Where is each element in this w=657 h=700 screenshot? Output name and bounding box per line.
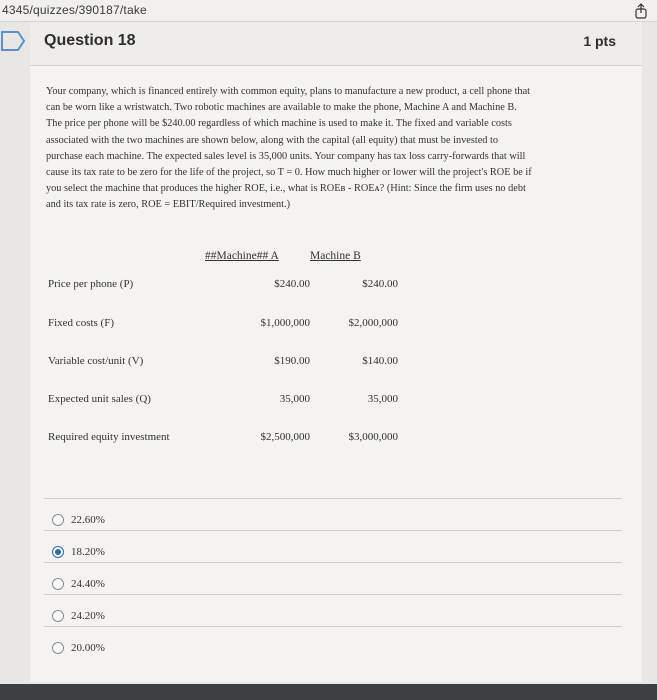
share-icon[interactable] — [633, 3, 649, 19]
cell-fixed-a: $1,000,000 — [260, 317, 310, 329]
question-card — [30, 22, 642, 682]
question-text-line: can be worn like a wristwatch. Two robotic machines are available to make the phone, Machine A and Machine B. — [46, 102, 517, 114]
cell-equity-b: $3,000,000 — [348, 431, 398, 443]
answer-option-label: 24.40% — [71, 578, 105, 590]
option-divider — [44, 530, 622, 531]
cell-price-a: $240.00 — [274, 278, 310, 290]
question-points: 1 pts — [583, 33, 616, 49]
row-label-variable-cost: Variable cost/unit (V) — [48, 355, 144, 367]
option-divider — [44, 594, 622, 595]
answer-option-label: 20.00% — [71, 642, 105, 654]
question-text-line: cause its tax rate to be zero for the life of the project, so T = 0. How much higher or lower will the project's ROE be if — [46, 167, 532, 179]
bottom-bar — [0, 684, 657, 700]
browser-url-bar[interactable] — [0, 0, 657, 22]
question-text — [46, 84, 628, 214]
cell-sales-b: 35,000 — [367, 393, 398, 405]
table-header-machine-a: ##Machine## A — [205, 250, 279, 262]
question-text-line: associated with the two machines are shown below, along with the capital (all equity) that must be invested to — [46, 134, 498, 146]
question-header — [30, 22, 642, 66]
answer-option[interactable] — [52, 510, 105, 530]
url-text[interactable]: 4345/quizzes/390187/take — [2, 3, 147, 17]
answer-option-label: 18.20% — [71, 546, 105, 558]
answer-option[interactable] — [52, 574, 105, 594]
question-text-line: you select the machine that produces the higher ROE, i.e., what is ROEʙ - ROEᴀ? (Hint: Since the firm uses no debt — [46, 183, 526, 195]
radio-button[interactable] — [52, 578, 64, 590]
answer-option[interactable] — [52, 542, 105, 562]
cell-equity-a: $2,500,000 — [260, 431, 310, 443]
option-divider — [44, 626, 622, 627]
radio-button[interactable] — [52, 642, 64, 654]
row-label-fixed-costs: Fixed costs (F) — [48, 317, 114, 329]
answer-option-label: 24.20% — [71, 610, 105, 622]
question-text-line: Your company, which is financed entirely with common equity, plans to manufacture a new product, a cell phone that — [46, 86, 531, 97]
row-label-price: Price per phone (P) — [48, 278, 134, 290]
row-label-unit-sales: Expected unit sales (Q) — [48, 393, 151, 405]
cell-fixed-b: $2,000,000 — [348, 317, 398, 329]
radio-button[interactable] — [52, 514, 64, 526]
cell-price-b: $240.00 — [362, 278, 398, 290]
radio-button-selected[interactable] — [52, 546, 64, 558]
question-text-line: purchase each machine. The expected sales level is 35,000 units. Your company has tax loss carry-forwards that will — [46, 150, 526, 162]
radio-button[interactable] — [52, 610, 64, 622]
question-title: Question 18 — [44, 32, 136, 49]
cell-variable-b: $140.00 — [362, 355, 398, 367]
cell-sales-a: 35,000 — [279, 393, 310, 405]
option-divider — [44, 562, 622, 563]
cell-variable-a: $190.00 — [274, 355, 310, 367]
answer-option[interactable] — [52, 638, 105, 658]
table-header-machine-b: Machine B — [310, 250, 361, 262]
answer-option[interactable] — [52, 606, 105, 626]
question-text-line: The price per phone will be $240.00 regardless of which machine is used to make it. The fixed and variable costs — [46, 118, 512, 130]
bookmark-flag-icon[interactable] — [0, 28, 26, 54]
answer-option-label: 22.60% — [71, 514, 105, 526]
row-label-equity-investment: Required equity investment — [48, 431, 170, 443]
question-text-line: and its tax rate is zero, ROE = EBIT/Required investment.) — [46, 199, 291, 211]
option-divider — [44, 498, 622, 499]
